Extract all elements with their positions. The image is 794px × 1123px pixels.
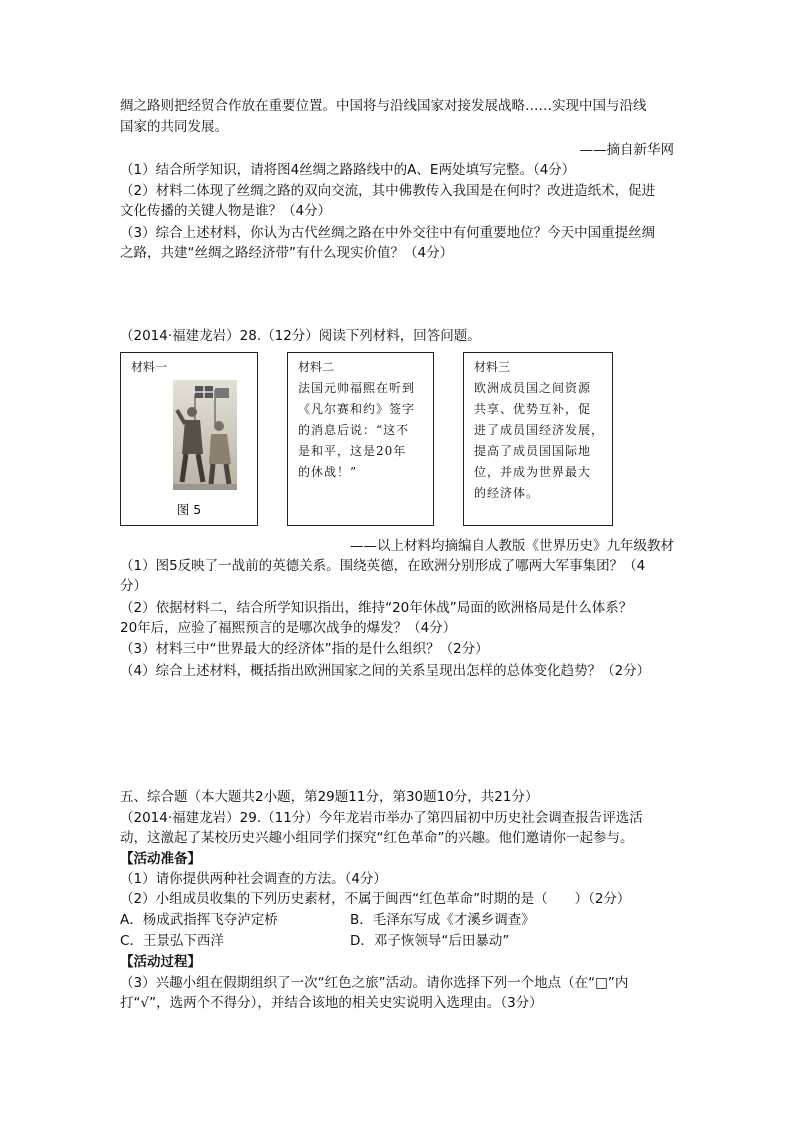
question-29-3-line: 打“√”，选两个不得分），并结合该地的相关史实说明入选理由。（3分） [120,995,543,1011]
question-29-2: （2）小组成员收集的下列历史素材，不属于闽西“红色革命”时期的是（ ）（2分） [120,891,631,907]
question-1: （1）结合所学知识，请将图4丝绸之路路线中的A、E两处填写完整。（4分） [120,162,576,178]
material-2-box [287,352,434,526]
question-28-1-line: 分） [120,578,147,594]
source-attribution: ——以上材料均摘编自人教版《世界历史》九年级教材 [350,538,674,554]
material-2-text: 法国元帅福熙在听到 《凡尔赛和约》签字 的消息后说：“这不 是和平，这是20年 的休战！” [298,381,416,479]
question-28-1-line: （1）图5反映了一战前的英德关系。围绕英德，在欧洲分别形成了哪两大军事集团？（4 [120,558,646,574]
figure-caption: 图 5 [176,502,202,517]
activity-process-heading: 【活动过程】 [120,954,201,970]
question-2-line: （2）材料二体现了丝绸之路的双向交流，其中佛教传入我国是在何时？改进造纸术，促进 [120,183,656,199]
material-2-title: 材料二 [298,360,335,374]
source-attribution: ——摘自新华网 [579,142,674,158]
material-3-title: 材料三 [474,360,511,374]
material-1-box [120,352,258,526]
question-3-line: （3）综合上述材料，你认为古代丝绸之路在中外交往中有何重要地位？今天中国重提丝绸 [120,225,656,241]
activity-prep-heading: 【活动准备】 [120,851,201,867]
question-2-line: 文化传播的关键人物是谁？（4分） [120,203,332,219]
question-29-intro-line: 动，这激起了某校历史兴趣小组同学们探究“红色革命”的兴趣。他们邀请你一起参与。 [120,830,634,846]
option-c: C．王景弘下西洋 [120,933,224,949]
option-d: D．邓子恢领导“后田暴动” [350,933,510,949]
material-3-box [463,352,613,526]
option-a: A．杨成武指挥飞夺泸定桥 [120,912,278,928]
question-28-intro: （2014·福建龙岩）28.（12分）阅读下列材料，回答问题。 [120,328,481,344]
material-3-text: 欧洲成员国之间资源 共享、优势互补，促 进了成员国经济发展， 提高了成员国国际地 位，并成为世界最大 的经济体。 [474,381,605,500]
question-28-2-line: （2）依据材料二，结合所学知识指出，维持“20年休战”局面的欧洲格局是什么体系？ [120,600,633,616]
material-1-title: 材料一 [131,360,168,374]
paragraph-line: 绸之路则把经贸合作放在重要位置。中国将与沿线国家对接发展战略……实现中国与沿线 [120,98,647,114]
question-28-4: （4）综合上述材料，概括指出欧洲国家之间的关系呈现出怎样的总体变化趋势？（2分） [120,663,651,679]
question-28-2-line: 20年后，应验了福熙预言的是哪次战争的爆发？（4分） [120,620,457,636]
question-29-1: （1）请你提供两种社会调查的方法。（4分） [120,871,387,887]
question-3-line: 之路，共建“丝绸之路经济带”有什么现实价值？（4分） [120,245,454,261]
question-29-3-line: （3）兴趣小组在假期组织了一次“红色之旅”活动。请你选择下列一个地点（在“□”内 [120,975,629,991]
question-29-intro-line: （2014·福建龙岩）29.（11分）今年龙岩市举办了第四届初中历史社会调查报告评选活 [120,810,643,826]
option-b: B．毛泽东写成《才溪乡调查》 [350,912,535,928]
question-28-3: （3）材料三中“世界最大的经济体”指的是什么组织？（2分） [120,641,489,657]
paragraph-line: 国家的共同发展。 [120,119,228,135]
historical-cartoon-image [173,380,237,490]
section-heading: 五、综合题（本大题共2小题，第29题11分，第30题10分，共21分） [120,789,539,805]
